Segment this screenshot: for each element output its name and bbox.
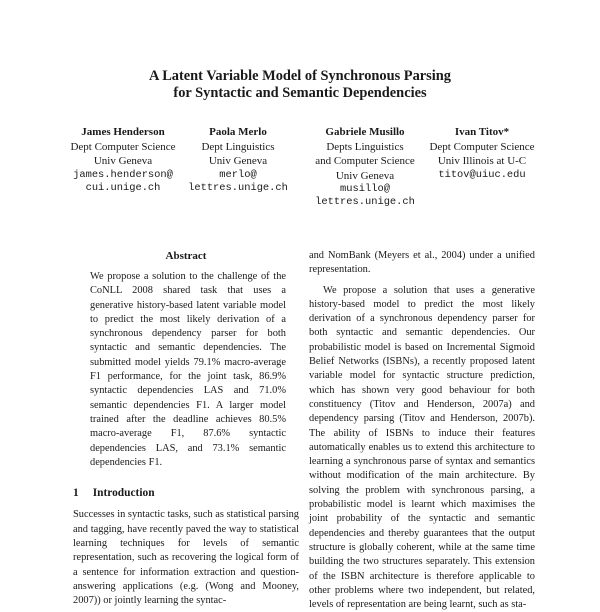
author-affiliation: Dept Computer Science — [70, 140, 176, 153]
author-email: lettres.unige.ch — [188, 181, 288, 194]
paper-title — [0, 68, 600, 102]
author-merlo — [168, 125, 308, 194]
author-affiliation: Univ Geneva — [93, 155, 153, 168]
author-affiliation: Univ Geneva — [208, 155, 268, 168]
author-email: titov@uiuc.edu — [438, 168, 526, 181]
author-affiliation: Dept Linguistics — [201, 140, 275, 153]
author-affiliation: Depts Linguistics — [326, 140, 404, 153]
author-titov — [412, 125, 552, 182]
section-title: Introduction — [92, 487, 155, 500]
author-email: cui.unige.ch — [85, 181, 161, 194]
abstract-text: We propose a solution to the challenge of the CoNLL 2008 shared task that uses a generative history-based latent variable model to predict the most likely derivation of a synchronous dependency parser for both syntactic and semantic dependencies. The submitted model yields 79.1% macro-average F1 performance, for the joint task, 86.9% syntactic dependencies LAS and 71.0% semantic dependencies F1. A larger model trained after the deadline achieves 80.5% macro-average F1, 87.6% syntactic dependencies LAS, and 73.1% semantic dependencies F1. — [90, 271, 286, 468]
title-line-2: for Syntactic and Semantic Dependencies — [173, 85, 427, 101]
left-column — [73, 249, 299, 609]
author-name: James Henderson — [81, 126, 165, 138]
right-column — [309, 249, 535, 612]
author-email: james.henderson@ — [73, 168, 173, 181]
title-line-1: A Latent Variable Model of Synchronous Parsing — [149, 68, 451, 84]
author-email: lettres.unige.ch — [315, 196, 415, 209]
abstract-heading: Abstract — [165, 250, 207, 262]
author-affiliation: Univ Geneva — [335, 169, 395, 182]
author-name: Ivan Titov* — [454, 126, 510, 138]
proposal-paragraph: We propose a solution that uses a generative history-based model to predict the most likely derivation of a synchronous dependency parser for both syntactic and semantic dependencies. Our probabilistic model is based on Incremental Sigmoid Belief Networks (ISBNs), a recently proposed latent variable model for syntactic structure prediction, which has shown very good behaviour for both constituency (Titov and Henderson, 2007a) and dependency parsing (Titov and Henderson, 2007b). The ability of ISBNs to induce their features automatically enables us to extend this architecture to learning a synchronous parse of syntax and semantics without modification of the main architecture. By solving the problem with synchronous parsing, a probabilistic model is learnt which maximises the joint probability of the syntactic and semantic dependencies and thereby guarantees that the output structure is globally coherent, while at the same time building the two structures separately. This extension of the ISBN architecture is therefore applicable to other problems where two independent, but related, levels of representation are being learnt, such as sta- — [309, 284, 535, 611]
author-affiliation: Univ Illinois at U-C — [437, 155, 527, 168]
author-affiliation: Dept Computer Science — [429, 140, 535, 153]
author-name: Paola Merlo — [209, 126, 267, 138]
continued-paragraph: and NomBank (Meyers et al., 2004) under a unified representation. — [309, 250, 535, 276]
author-name: Gabriele Musillo — [325, 126, 405, 138]
author-email: merlo@ — [219, 168, 257, 181]
author-email: musillo@ — [340, 183, 390, 196]
introduction-paragraph: Successes in syntactic tasks, such as statistical parsing and tagging, have recently paved the way to statistical learning techniques for levels of semantic representation, such as recovering the logical form of a sentence for information extraction and question-answering applications (e.g. (Wong and Mooney, 2007)) or jointly learning the syntac- — [73, 509, 299, 607]
section-heading-introduction — [73, 486, 299, 500]
author-affiliation: and Computer Science — [315, 155, 415, 168]
section-number: 1 — [73, 487, 79, 500]
